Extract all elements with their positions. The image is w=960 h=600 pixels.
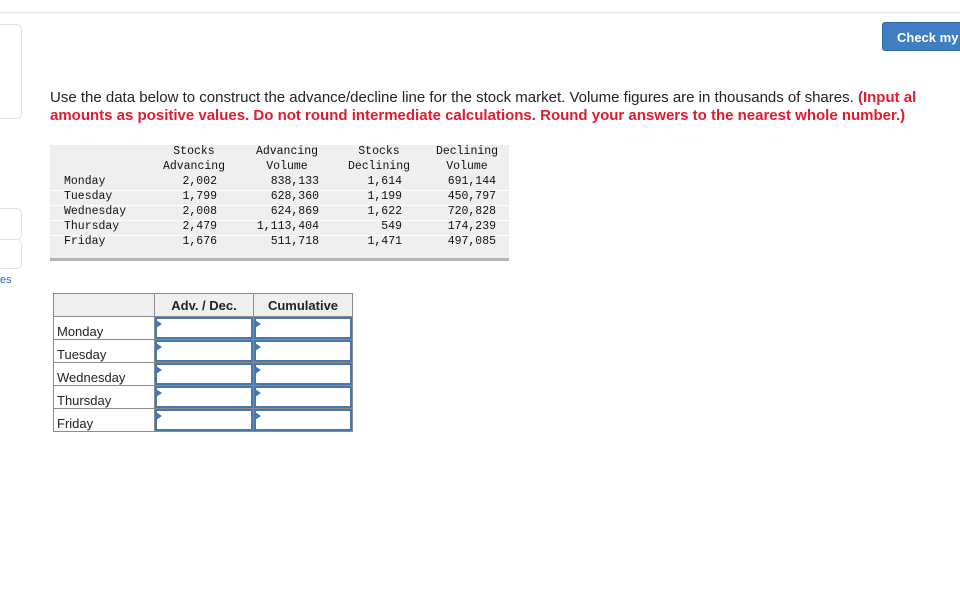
cumulative-cell (254, 409, 353, 432)
row-label: Wednesday (64, 205, 127, 218)
question-instructions (50, 89, 960, 125)
table-cell: 1,113,404 (256, 220, 319, 233)
answer-marker-icon (255, 343, 261, 351)
table-row (50, 235, 509, 250)
answer-marker-icon (255, 389, 261, 397)
table-cell: 1,799 (182, 190, 217, 203)
adv-dec-input[interactable] (155, 340, 253, 362)
answer-row (54, 317, 353, 340)
answer-marker-icon (156, 366, 162, 374)
row-label: Thursday (54, 386, 155, 409)
answer-marker-icon (255, 366, 261, 374)
cumulative-input[interactable] (254, 340, 352, 362)
answer-table (53, 293, 353, 432)
adv-dec-cell (155, 317, 254, 340)
adv-dec-input[interactable] (155, 409, 253, 431)
answer-marker-icon (156, 389, 162, 397)
adv-dec-input[interactable] (155, 363, 253, 385)
row-label: Monday (54, 317, 155, 340)
table-cell: 1,199 (367, 190, 402, 203)
adv-dec-cell (155, 409, 254, 432)
table-cell: 691,144 (447, 175, 496, 188)
answer-row (54, 363, 353, 386)
table-cell: 2,008 (182, 205, 217, 218)
row-label: Tuesday (54, 340, 155, 363)
column-header: Stocks (358, 145, 400, 158)
table-row (50, 175, 509, 191)
table-cell: 2,002 (182, 175, 217, 188)
check-my-work-button[interactable]: Check my (882, 22, 960, 51)
column-header-cumulative: Cumulative (254, 294, 353, 317)
instructions-text: Use the data below to construct the advance/decline line for the stock market. Volume figures are in thousands of shares. (50, 89, 858, 106)
answer-row (54, 386, 353, 409)
answer-row (54, 409, 353, 432)
table-row (50, 205, 509, 221)
instructions-emphasis: amounts as positive values. Do not round intermediate calculations. Round your answers to the nearest whole number.) (50, 107, 906, 124)
column-header-adv-dec: Adv. / Dec. (155, 294, 254, 317)
table-cell: 1,614 (367, 175, 402, 188)
table-cell: 628,360 (270, 190, 319, 203)
sidebar-tab[interactable] (0, 239, 22, 269)
table-cell: 1,622 (367, 205, 402, 218)
table-cell: 511,718 (270, 235, 319, 248)
table-cell: 497,085 (447, 235, 496, 248)
answer-marker-icon (255, 320, 261, 328)
cumulative-cell (254, 363, 353, 386)
answer-marker-icon (156, 412, 162, 420)
adv-dec-cell (155, 340, 254, 363)
adv-dec-cell (155, 363, 254, 386)
column-header: Volume (446, 160, 488, 173)
table-cell: 450,797 (447, 190, 496, 203)
table-cell: 624,869 (270, 205, 319, 218)
adv-dec-cell (155, 386, 254, 409)
cumulative-cell (254, 340, 353, 363)
column-header: Stocks (173, 145, 215, 158)
row-label: Thursday (64, 220, 120, 233)
column-header: Advancing (255, 145, 319, 158)
table-cell: 1,676 (182, 235, 217, 248)
table-cell: 838,133 (270, 175, 319, 188)
column-header: Declining (347, 160, 411, 173)
column-header: Volume (266, 160, 308, 173)
answer-marker-icon (156, 320, 162, 328)
answer-marker-icon (156, 343, 162, 351)
cumulative-input[interactable] (254, 409, 352, 431)
cumulative-input[interactable] (254, 317, 352, 339)
column-header: Declining (435, 145, 499, 158)
cumulative-input[interactable] (254, 363, 352, 385)
table-cell: 1,471 (367, 235, 402, 248)
row-label: Monday (64, 175, 106, 188)
instructions-emphasis: (Input al (857, 89, 917, 106)
table-cell: 174,239 (447, 220, 496, 233)
table-cell: 549 (381, 220, 402, 233)
sidebar-panel (0, 24, 22, 119)
answer-header-row (54, 294, 353, 317)
corner-header (54, 294, 155, 317)
market-data-table (50, 145, 509, 258)
answer-row (54, 340, 353, 363)
table-row (50, 220, 509, 236)
row-label: Friday (64, 235, 106, 248)
adv-dec-input[interactable] (155, 386, 253, 408)
table-row (50, 190, 509, 206)
sidebar-link[interactable]: es (0, 274, 12, 286)
row-label: Friday (54, 409, 155, 432)
answer-marker-icon (255, 412, 261, 420)
row-label: Tuesday (64, 190, 113, 203)
cumulative-cell (254, 386, 353, 409)
table-cell: 2,479 (182, 220, 217, 233)
top-divider (0, 12, 960, 13)
table-cell: 720,828 (447, 205, 496, 218)
column-header: Advancing (162, 160, 226, 173)
row-label: Wednesday (54, 363, 155, 386)
adv-dec-input[interactable] (155, 317, 253, 339)
sidebar-tab[interactable] (0, 208, 22, 240)
cumulative-input[interactable] (254, 386, 352, 408)
table-divider (50, 258, 509, 261)
cumulative-cell (254, 317, 353, 340)
